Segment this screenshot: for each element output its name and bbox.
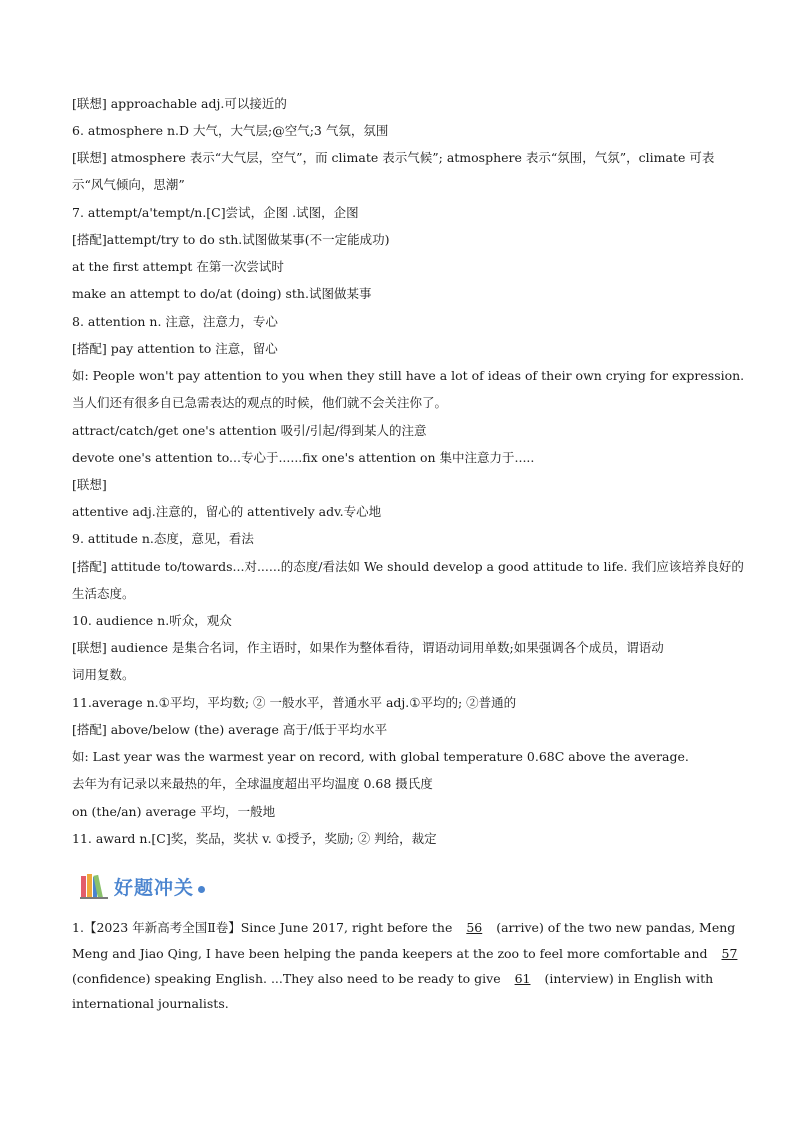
blank-57[interactable]: 57 bbox=[721, 946, 738, 961]
text-line: [联想] audience 是集合名词，作主语时，如果作为整体看待，谓语动词用单数;如果强调各个成员，谓语动 bbox=[72, 640, 664, 655]
books-icon bbox=[80, 872, 110, 900]
text-line: 9. attitude n.态度，意见，看法 bbox=[72, 531, 254, 546]
text-line: 如: Last year was the warmest year on record, with global temperature 0.68C above the average. bbox=[72, 749, 689, 764]
text-line: 当人们还有很多自已急需表达的观点的时候，他们就不会关注你了。 bbox=[72, 395, 448, 410]
blank-61[interactable]: 61 bbox=[514, 971, 531, 986]
text-line: make an attempt to do/at (doing) sth.试图做某事 bbox=[72, 286, 372, 301]
blank-56[interactable]: 56 bbox=[466, 920, 483, 935]
question-number: 1. bbox=[72, 920, 84, 935]
question-text: (confidence) speaking English. ...They also need to be ready to give bbox=[72, 971, 505, 986]
text-line: on (the/an) average 平均，一般地 bbox=[72, 804, 276, 819]
text-line: [搭配] attitude to/towards...对......的态度/看法如 We should develop a good attitude to life. 我们应该培养良好的 bbox=[72, 559, 744, 574]
text-line: 8. attention n. 注意，注意力，专心 bbox=[72, 314, 278, 329]
question-text: Meng and Jiao Qing, I have been helping the panda keepers at the zoo to feel more comfortable and bbox=[72, 946, 712, 961]
text-line: 去年为有记录以来最热的年，全球温度超出平均温度 0.68 摄氏度 bbox=[72, 776, 433, 791]
section-header bbox=[80, 870, 205, 902]
text-line: [搭配]attempt/try to do sth.试图做某事(不一定能成功) bbox=[72, 232, 390, 247]
text-line: 词用复数。 bbox=[72, 667, 135, 682]
text-line: [联想] atmosphere 表示“大气层，空气”，而 climate 表示气候”; atmosphere 表示“氛围，气氛”，climate 可表 bbox=[72, 150, 715, 165]
text-line: devote one's attention to...专心于......fix one's attention on 集中注意力于..... bbox=[72, 450, 535, 465]
text-line: 11.average n.①平均，平均数; ② 一般水平，普通水平 adj.①平均的; ②普通的 bbox=[72, 695, 517, 710]
text-line: attract/catch/get one's attention 吸引/引起/得到某人的注意 bbox=[72, 423, 427, 438]
text-line: 如: People won't pay attention to you when they still have a lot of ideas of their own crying for expression. bbox=[72, 368, 745, 383]
question-text: (arrive) of the two new pandas, Meng bbox=[492, 920, 736, 935]
text-line: attentive adj.注意的，留心的 attentively adv.专心地 bbox=[72, 504, 382, 519]
title-dot bbox=[198, 886, 205, 893]
question-line-3 bbox=[72, 971, 713, 987]
text-line: [搭配] pay attention to 注意，留心 bbox=[72, 341, 278, 356]
text-line: 11. award n.[C]奖，奖品，奖状 v. ①授予，奖励; ② 判给，裁定 bbox=[72, 831, 437, 846]
question-text: (interview) in English with bbox=[540, 971, 714, 986]
question-line-4: international journalists. bbox=[72, 996, 229, 1011]
question-line-1 bbox=[72, 920, 735, 936]
question-line-2 bbox=[72, 946, 747, 962]
text-line: 10. audience n.听众，观众 bbox=[72, 613, 232, 628]
text-line: [联想] bbox=[72, 477, 107, 492]
text-line: 7. attempt/a'tempt/n.[C]尝试，企图 .试图，企图 bbox=[72, 205, 359, 220]
text-line: 生活态度。 bbox=[72, 586, 135, 601]
question-text: Since June 2017, right before the bbox=[240, 920, 457, 935]
section-title: 好题冲关 bbox=[114, 876, 195, 899]
text-line: at the first attempt 在第一次尝试时 bbox=[72, 259, 284, 274]
text-line: 6. atmosphere n.D 大气，大气层;@空气;3 气氛，氛围 bbox=[72, 123, 389, 138]
text-line: 示“风气倾向，思潮” bbox=[72, 177, 185, 192]
text-line: [联想] approachable adj.可以接近的 bbox=[72, 96, 287, 111]
question-source: 【2023 年新高考全国Ⅱ卷】 bbox=[83, 920, 241, 935]
text-line: [搭配] above/below (the) average 高于/低于平均水平 bbox=[72, 722, 388, 737]
